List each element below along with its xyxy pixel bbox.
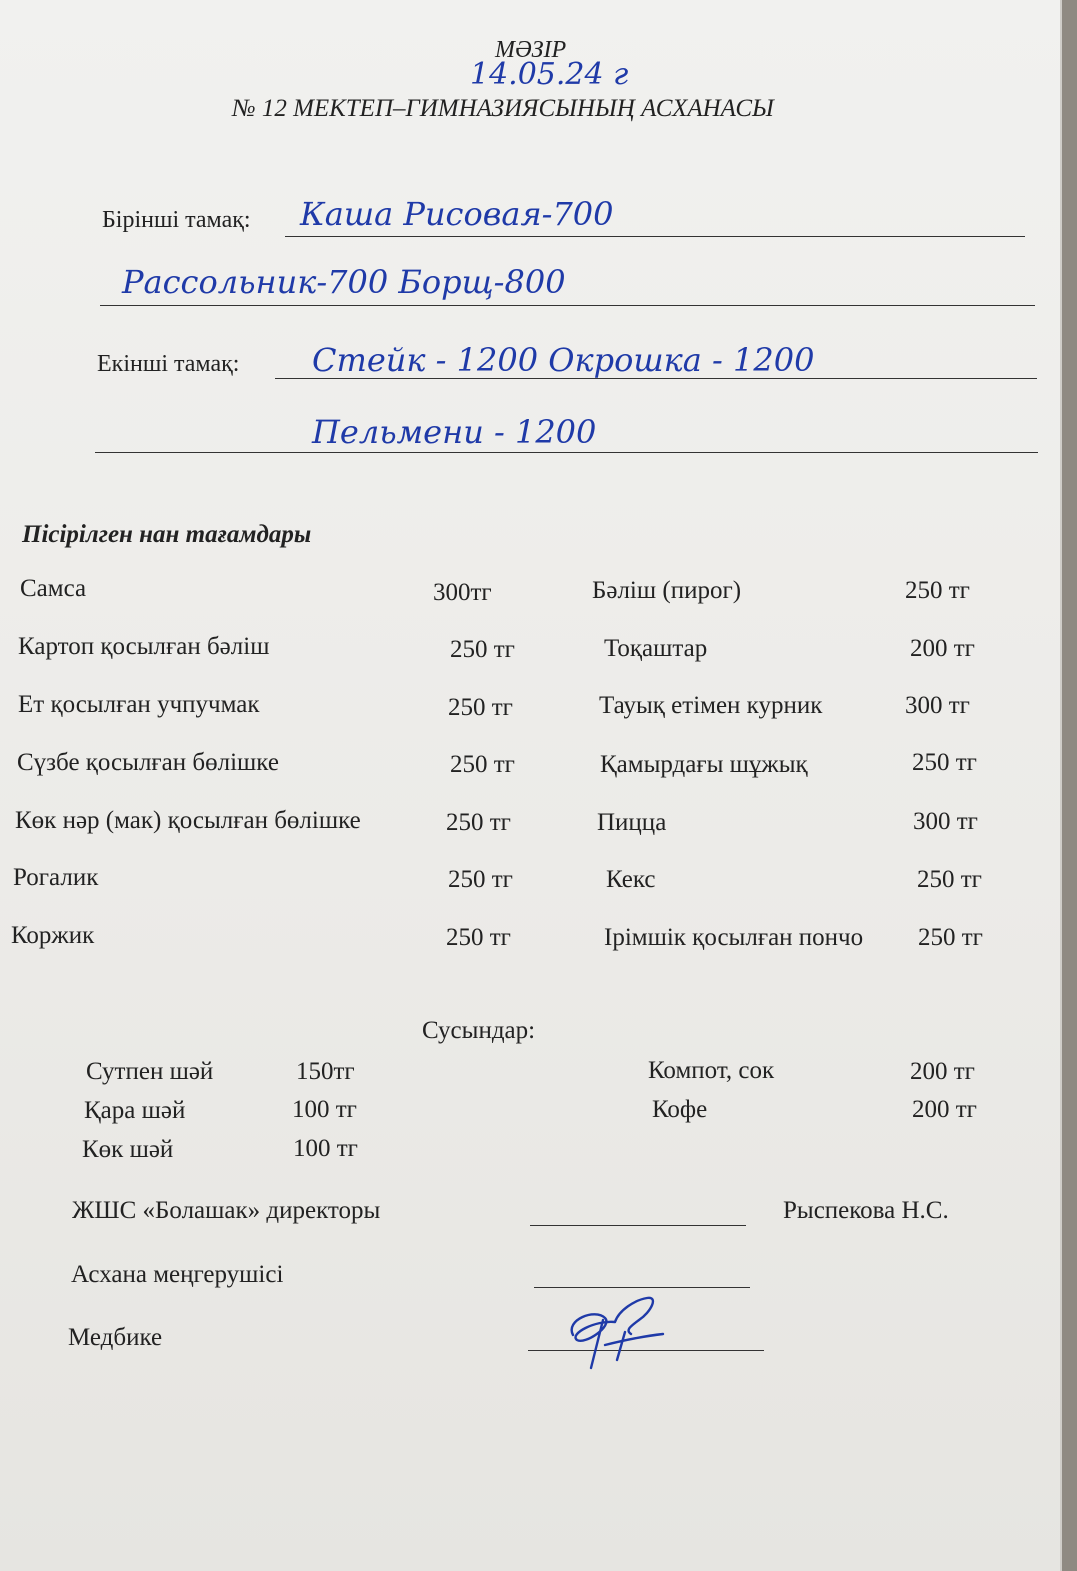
first-course-line-2 (100, 305, 1035, 306)
drink-right-price: 200 тг (910, 1058, 975, 1085)
bakery-right-price: 250 тг (917, 866, 982, 893)
drink-left-price: 100 тг (293, 1135, 358, 1162)
school-title: № 12 МЕКТЕП–ГИМНАЗИЯСЫНЫҢ АСХАНАСЫ (232, 95, 774, 122)
drink-left-price: 150тг (296, 1058, 355, 1085)
first-course-line-1 (285, 236, 1025, 237)
menu-date: 14.05.24 г (470, 57, 629, 92)
menu-title: МӘЗІР (495, 37, 567, 63)
bakery-left-name: Самса (20, 575, 87, 602)
director-signature-line (530, 1225, 746, 1226)
drink-left-name: Көк шәй (82, 1136, 174, 1163)
bakery-right-name: Қамырдағы шұжық (600, 751, 808, 778)
director-name: Рыспекова Н.С. (783, 1197, 949, 1224)
bakery-left-price: 250 тг (448, 694, 513, 721)
bakery-right-price: 250 тг (905, 577, 970, 604)
bakery-right-name: Пицца (597, 809, 667, 836)
nurse-signature (555, 1290, 675, 1375)
drinks-heading: Сусындар: (422, 1017, 536, 1044)
drink-left-name: Қара шәй (84, 1097, 186, 1124)
bakery-right-price: 300 тг (905, 692, 970, 719)
director-label: ЖШС «Болашак» директоры (72, 1197, 381, 1224)
bakery-left-price: 250 тг (450, 636, 515, 663)
drink-right-name: Компот, сок (648, 1057, 775, 1084)
bakery-right-price: 200 тг (910, 635, 975, 662)
second-course-label: Екінші тамақ: (97, 351, 240, 377)
first-course-line1-text: Каша Рисовая-700 (300, 195, 614, 233)
bakery-right-name: Тоқаштар (604, 635, 708, 662)
bakery-left-name: Сүзбе қосылған бөлішке (17, 749, 279, 776)
first-course-label: Бірінші тамақ: (102, 207, 251, 233)
drink-right-name: Кофе (652, 1096, 708, 1123)
drink-right-price: 200 тг (912, 1096, 977, 1123)
bakery-left-name: Рогалик (13, 864, 99, 891)
bakery-right-name: Кекс (606, 866, 656, 893)
first-course-line2-text: Рассольник-700 Борщ-800 (122, 263, 566, 301)
bakery-heading: Пісірілген нан тағамдары (22, 521, 312, 548)
manager-signature-line (534, 1287, 750, 1288)
bakery-left-name: Ет қосылған учпучмак (18, 691, 260, 718)
second-course-line2-text: Пельмени - 1200 (312, 413, 597, 451)
bakery-left-price: 250 тг (450, 751, 515, 778)
bakery-right-price: 300 тг (913, 808, 978, 835)
bakery-left-price: 250 тг (446, 809, 511, 836)
manager-label: Асхана меңгерушісі (71, 1261, 284, 1288)
bakery-left-price: 250 тг (446, 924, 511, 951)
bakery-left-name: Коржик (11, 922, 95, 949)
bakery-right-price: 250 тг (918, 924, 983, 951)
bakery-right-price: 250 тг (912, 749, 977, 776)
bakery-left-name: Көк нәр (мак) қосылған бөлішке (15, 807, 361, 834)
bakery-left-name: Картоп қосылған бәліш (18, 633, 270, 660)
drink-left-name: Сутпен шәй (86, 1058, 214, 1085)
nurse-label: Медбике (68, 1324, 163, 1351)
second-course-line1-text: Стейк - 1200 Окрошка - 1200 (312, 341, 815, 379)
drink-left-price: 100 тг (292, 1096, 357, 1123)
bakery-right-name: Тауық етімен курник (599, 692, 823, 719)
bakery-right-name: Бәліш (пирог) (592, 577, 742, 604)
bakery-left-price: 250 тг (448, 866, 513, 893)
bakery-left-price: 300тг (433, 579, 492, 606)
second-course-line-2 (95, 452, 1038, 453)
bakery-right-name: Ірімшік қосылған пончо (604, 924, 864, 951)
